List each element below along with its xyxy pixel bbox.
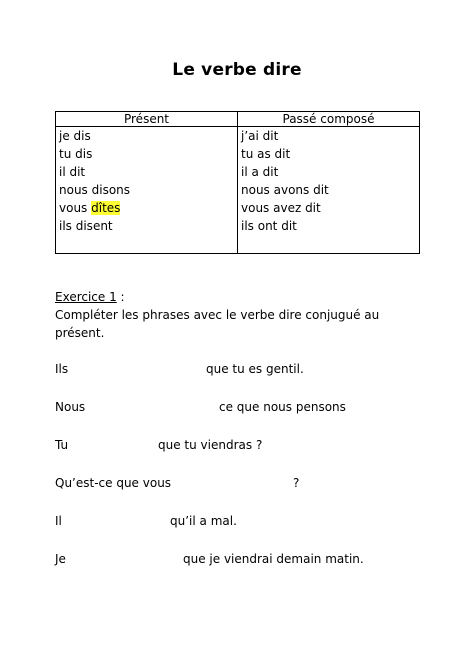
present-form-vous: [59, 199, 234, 217]
highlighted-verb-form: dîtes: [91, 201, 121, 215]
exercise-heading-label: Exercice 1: [55, 290, 117, 304]
sentence-3-end: que tu viendras ?: [158, 438, 263, 452]
sentence-5-start: Il: [55, 514, 62, 528]
page-title: Le verbe dire: [172, 60, 302, 80]
sentence-5-end: qu’il a mal.: [170, 514, 237, 528]
pc-form-il: il a dit: [241, 165, 279, 179]
table-body-row: [56, 127, 420, 254]
pc-form-nous: nous avons dit: [241, 183, 329, 197]
present-form-ils: ils disent: [59, 219, 113, 233]
pc-form-je: j’ai dit: [241, 129, 279, 143]
present-form-vous-pronoun: vous: [59, 201, 92, 215]
present-form-nous: nous disons: [59, 183, 131, 197]
present-column: [56, 127, 238, 254]
header-passe-compose: Passé composé: [238, 112, 420, 127]
sentence-1-end: que tu es gentil.: [206, 362, 304, 376]
sentence-1-start: Ils: [55, 362, 69, 376]
exercise-heading: [55, 288, 125, 306]
sentence-4-end: ?: [293, 476, 300, 490]
sentence-2-start: Nous: [55, 400, 86, 414]
header-present: Présent: [56, 112, 238, 127]
passe-compose-column: [238, 127, 420, 254]
table-header-row: [56, 112, 420, 127]
sentence-2-end: ce que nous pensons: [219, 400, 346, 414]
pc-form-vous: vous avez dit: [241, 201, 321, 215]
present-form-je: je dis: [59, 129, 91, 143]
pc-form-tu: tu as dit: [241, 147, 291, 161]
sentence-3-start: Tu: [55, 438, 69, 452]
exercise-heading-colon: :: [116, 290, 125, 304]
sentence-6-start: Je: [55, 552, 66, 566]
conjugation-table: [55, 111, 420, 254]
exercise-instructions-line2: présent.: [55, 326, 105, 340]
present-form-tu: tu dis: [59, 147, 93, 161]
sentence-4-start: Qu’est-ce que vous: [55, 476, 172, 490]
exercise-instructions-line1: Compléter les phrases avec le verbe dire conjugué au: [55, 308, 380, 322]
pc-form-ils: ils ont dit: [241, 219, 297, 233]
present-form-il: il dit: [59, 165, 86, 179]
sentence-6-end: que je viendrai demain matin.: [183, 552, 364, 566]
